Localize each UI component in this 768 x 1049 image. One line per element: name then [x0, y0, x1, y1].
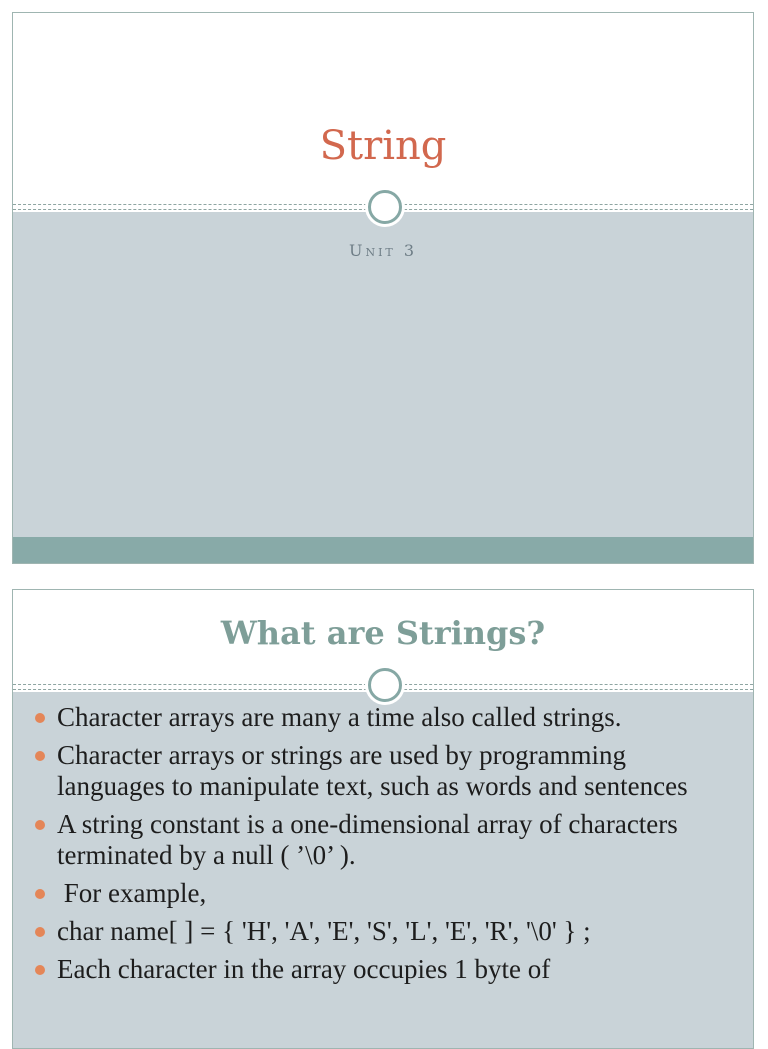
- slide-content-background: [13, 212, 753, 537]
- bullet-list: [35, 702, 737, 992]
- bullet-item: char name[ ] = { 'H', 'A', 'E', 'S', 'L', 'E', 'R', '\0' } ;: [35, 916, 737, 947]
- footer-bar: [13, 537, 753, 564]
- title-slide: [12, 12, 754, 564]
- bullet-item: Character arrays are many a time also called strings.: [35, 702, 737, 733]
- bullet-item: A string constant is a one-dimensional array of characters terminated by a null ( ’\0’ ).: [35, 809, 737, 871]
- bullet-item: Each character in the array occupies 1 byte of: [35, 954, 737, 985]
- content-slide: [12, 589, 754, 1049]
- slide-title: String: [319, 123, 447, 169]
- slide-heading: What are Strings?: [220, 614, 546, 652]
- circle-ornament-icon: [368, 190, 402, 224]
- bullet-item: For example,: [35, 878, 737, 909]
- bullet-item: Character arrays or strings are used by programming languages to manipulate text, such as words and sentences: [35, 740, 737, 802]
- circle-ornament-icon: [368, 668, 402, 702]
- slide-subtitle: Unit 3: [348, 241, 418, 260]
